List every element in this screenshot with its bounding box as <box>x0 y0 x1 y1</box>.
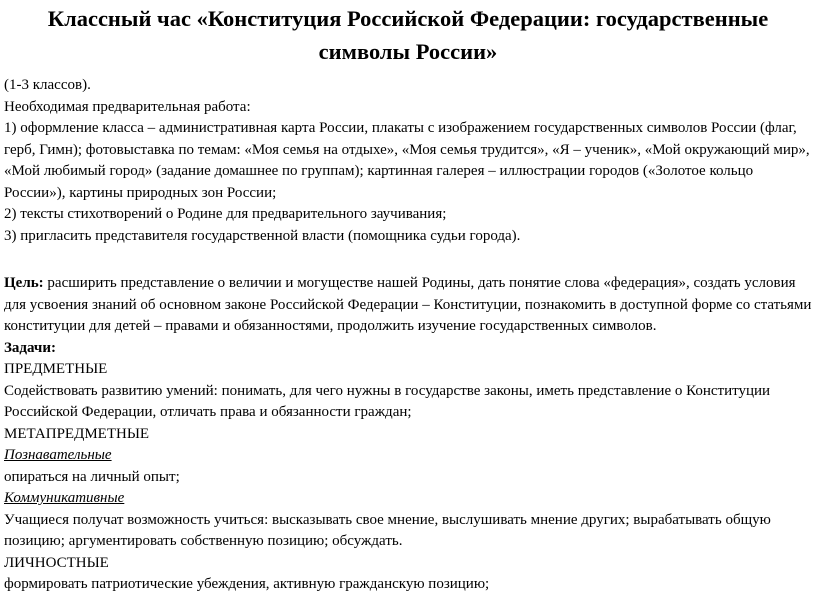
title-line-2: символы России» <box>318 39 498 64</box>
document-title <box>4 0 812 68</box>
communicative-text: Учащиеся получат возможность учиться: высказывать свое мнение, выслушивать мнение других; вырабатывать общую позицию; аргументировать собственную позицию; обсуждать. <box>4 511 771 549</box>
subject-heading: ПРЕДМЕТНЫЕ <box>4 361 108 377</box>
goal-paragraph <box>4 273 812 338</box>
personal-text: формировать патриотические убеждения, активную гражданскую позицию; <box>4 576 490 592</box>
personal-heading: ЛИЧНОСТНЫЕ <box>4 554 109 571</box>
goal-label: Цель: <box>4 275 44 291</box>
title-line-1: Классный час «Конституция Российской Федерации: государственные <box>47 6 769 31</box>
subject-text: Содействовать развитию умений: понимать, для чего нужны в государстве законы, иметь представление о Конституции Российской Федерации, отличать права и обязанности граждан; <box>4 382 771 420</box>
communicative-label: Коммуникативные <box>4 490 125 506</box>
tasks-label: Задачи: <box>4 339 57 356</box>
document-body <box>4 68 812 596</box>
goal-text: расширить представление о величии и могуществе нашей Родины, дать понятие слова «федерация», создать условия для усвоения знаний об основном законе Российской Федерации – Конституции, познакомить в доступной форме со статьями конституции для детей – правами и обязанностями, продолжить изучение государственных символов. <box>4 275 812 334</box>
prep-item-3: 3) пригласить представителя государственной власти (помощника судьи города). <box>4 227 521 244</box>
prep-item-1: 1) оформление класса – административная карта России, плакаты с изображением государственных символов России (флаг, герб, Гимн); фотовыставка по темам: «Моя семья на отдыхе», «Моя семья трудится», «Я – ученик», «Мой окружающий мир», «Мой любимый город» (задание домашнее по группам); картинная галерея – иллюстрации городов («Золотое кольцо России»), картины природных зон России; <box>4 120 810 201</box>
grades-note: (1-3 классов). <box>4 77 91 93</box>
prep-heading: Необходимая предварительная работа: <box>4 98 251 115</box>
cognitive-label: Познавательные <box>4 447 112 463</box>
cognitive-text: опираться на личный опыт; <box>4 468 180 485</box>
meta-heading: МЕТАПРЕДМЕТНЫЕ <box>4 425 150 442</box>
prep-item-2: 2) тексты стихотворений о Родине для предварительного заучивания; <box>4 206 447 222</box>
